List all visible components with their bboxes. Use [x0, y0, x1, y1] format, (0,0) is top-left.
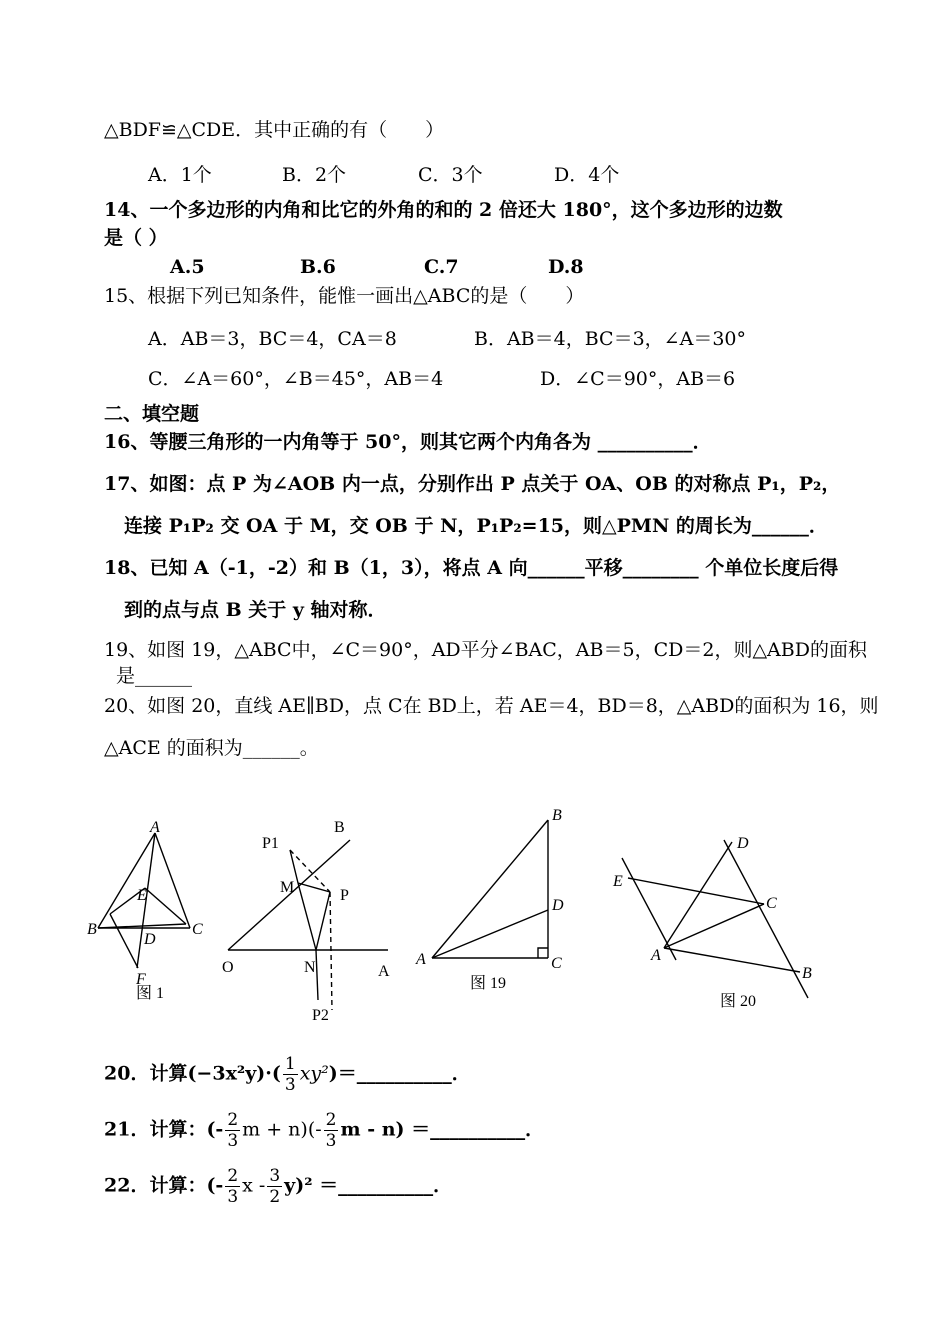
fig19-label-a: A	[416, 951, 426, 968]
fig1-caption: 图 1	[136, 985, 165, 1002]
q14-option-b: B.6	[300, 256, 336, 278]
figures	[0, 800, 950, 1040]
calc21-fraction-2: $\frac{2}{3}$	[325, 1110, 337, 1151]
fig1-label-a: A	[150, 819, 160, 836]
calc21-fraction-1: $\frac{2}{3}$	[227, 1110, 239, 1151]
calc22-fraction-2: $\frac{3}{2}$	[269, 1166, 281, 1207]
fig1-label-d: D	[144, 931, 156, 948]
q16: 16、等腰三角形的一内角等于 50°，则其它两个内角各为 __________．	[104, 431, 712, 453]
q13-option-a: A．1个	[148, 164, 212, 186]
fig20-label-b: B	[802, 965, 812, 982]
q14-line1: 14、一个多边形的内角和比它的外角的和的 2 倍还大 180°，这个多边形的边数	[104, 199, 783, 221]
calc22	[104, 1166, 452, 1207]
fig2-label-b: B	[334, 819, 345, 836]
fig1-label-c: C	[192, 921, 203, 938]
calc20-mid: xy²	[299, 1062, 329, 1085]
fig2-label-p: P	[340, 887, 349, 904]
q14-option-c: C.7	[424, 256, 459, 278]
calc21	[104, 1110, 544, 1151]
figure-19-lines	[432, 820, 548, 958]
q15-stem: 15、根据下列已知条件，能惟一画出△ABC的是（ ）	[104, 285, 585, 307]
calc22-mid: x -	[242, 1174, 266, 1197]
q20-line1: 20、如图 20，直线 AE∥BD，点 C在 BD上，若 AE＝4，BD＝8，△ABD的面积为 16，则	[104, 695, 879, 717]
fig2-label-n: N	[304, 959, 316, 976]
q14-line2: 是（ ）	[104, 227, 168, 249]
q20-line2: △ACE 的面积为______。	[104, 737, 319, 759]
fig19-label-b: B	[552, 807, 562, 824]
fig2-label-o: O	[222, 959, 234, 976]
fig19-label-d: D	[552, 897, 564, 914]
calc22-fraction-1: $\frac{2}{3}$	[227, 1166, 239, 1207]
fig20-label-c: C	[766, 895, 777, 912]
q18-line2: 到的点与点 B 关于 y 轴对称．	[124, 599, 387, 621]
fig2-label-p1: P1	[262, 835, 279, 852]
calc20-suffix: )＝__________．	[328, 1062, 471, 1085]
calc22-suffix: y)² ＝__________．	[284, 1174, 453, 1197]
calc21-prefix: 21．计算：(-	[104, 1118, 224, 1141]
q13-option-d: D．4个	[554, 164, 620, 186]
q14-option-d: D.8	[548, 256, 584, 278]
q18-line1: 18、已知 A（-1，-2）和 B（1，3），将点 A 向______平移________ 个单位长度后得	[104, 557, 839, 579]
calc21-mid: m + n)(-	[242, 1118, 322, 1141]
fig20-label-a: A	[651, 947, 661, 964]
q14-option-a: A.5	[170, 256, 205, 278]
q13-option-b: B．2个	[282, 164, 347, 186]
q15-option-d: D．∠C＝90°，AB＝6	[540, 368, 736, 390]
q19-line2: 是______	[116, 665, 193, 687]
figure-20-lines	[622, 840, 808, 998]
fig2-label-m: M	[280, 879, 295, 896]
q17-line2: 连接 P₁P₂ 交 OA 于 M，交 OB 于 N，P₁P₂=15，则△PMN 的周长为______．	[124, 515, 828, 537]
q17-line1: 17、如图：点 P 为∠AOB 内一点，分别作出 P 点关于 OA、OB 的对称点 P₁，P₂，	[104, 473, 841, 495]
q15-option-c: C．∠A＝60°，∠B＝45°，AB＝4	[148, 368, 444, 390]
figure-2-lines	[228, 840, 388, 1010]
q13-tail: △BDF≌△CDE．其中正确的有（ ）	[104, 119, 445, 141]
calc22-prefix: 22．计算：(-	[104, 1174, 224, 1197]
q19-line1: 19、如图 19，△ABC中，∠C＝90°，AD平分∠BAC，AB＝5，CD＝2，则△ABD的面积	[104, 639, 867, 661]
fig19-label-c: C	[551, 955, 562, 972]
fig20-caption: 图 20	[720, 993, 757, 1010]
section-heading: 二、填空题	[104, 403, 200, 425]
calc20-prefix: 20．计算(−3x²y)·(	[104, 1062, 281, 1085]
calc20	[104, 1054, 471, 1095]
fig1-label-b: B	[87, 921, 97, 938]
calc20-fraction: $\frac{1}{3}$	[284, 1054, 296, 1095]
fig20-label-d: D	[737, 835, 749, 852]
q13-option-c: C．3个	[418, 164, 483, 186]
q15-option-b: B．AB＝4，BC＝3，∠A＝30°	[474, 328, 746, 350]
fig1-label-e: E	[137, 887, 147, 904]
fig2-label-p2: P2	[312, 1007, 329, 1024]
q15-option-a: A．AB＝3，BC＝4，CA＝8	[148, 328, 397, 350]
calc21-suffix: m - n) ＝__________．	[340, 1118, 545, 1141]
fig20-label-e: E	[613, 873, 623, 890]
fig2-label-a: A	[378, 963, 390, 980]
fig19-caption: 图 19	[470, 975, 507, 992]
fig1-label-f: F	[136, 971, 146, 988]
